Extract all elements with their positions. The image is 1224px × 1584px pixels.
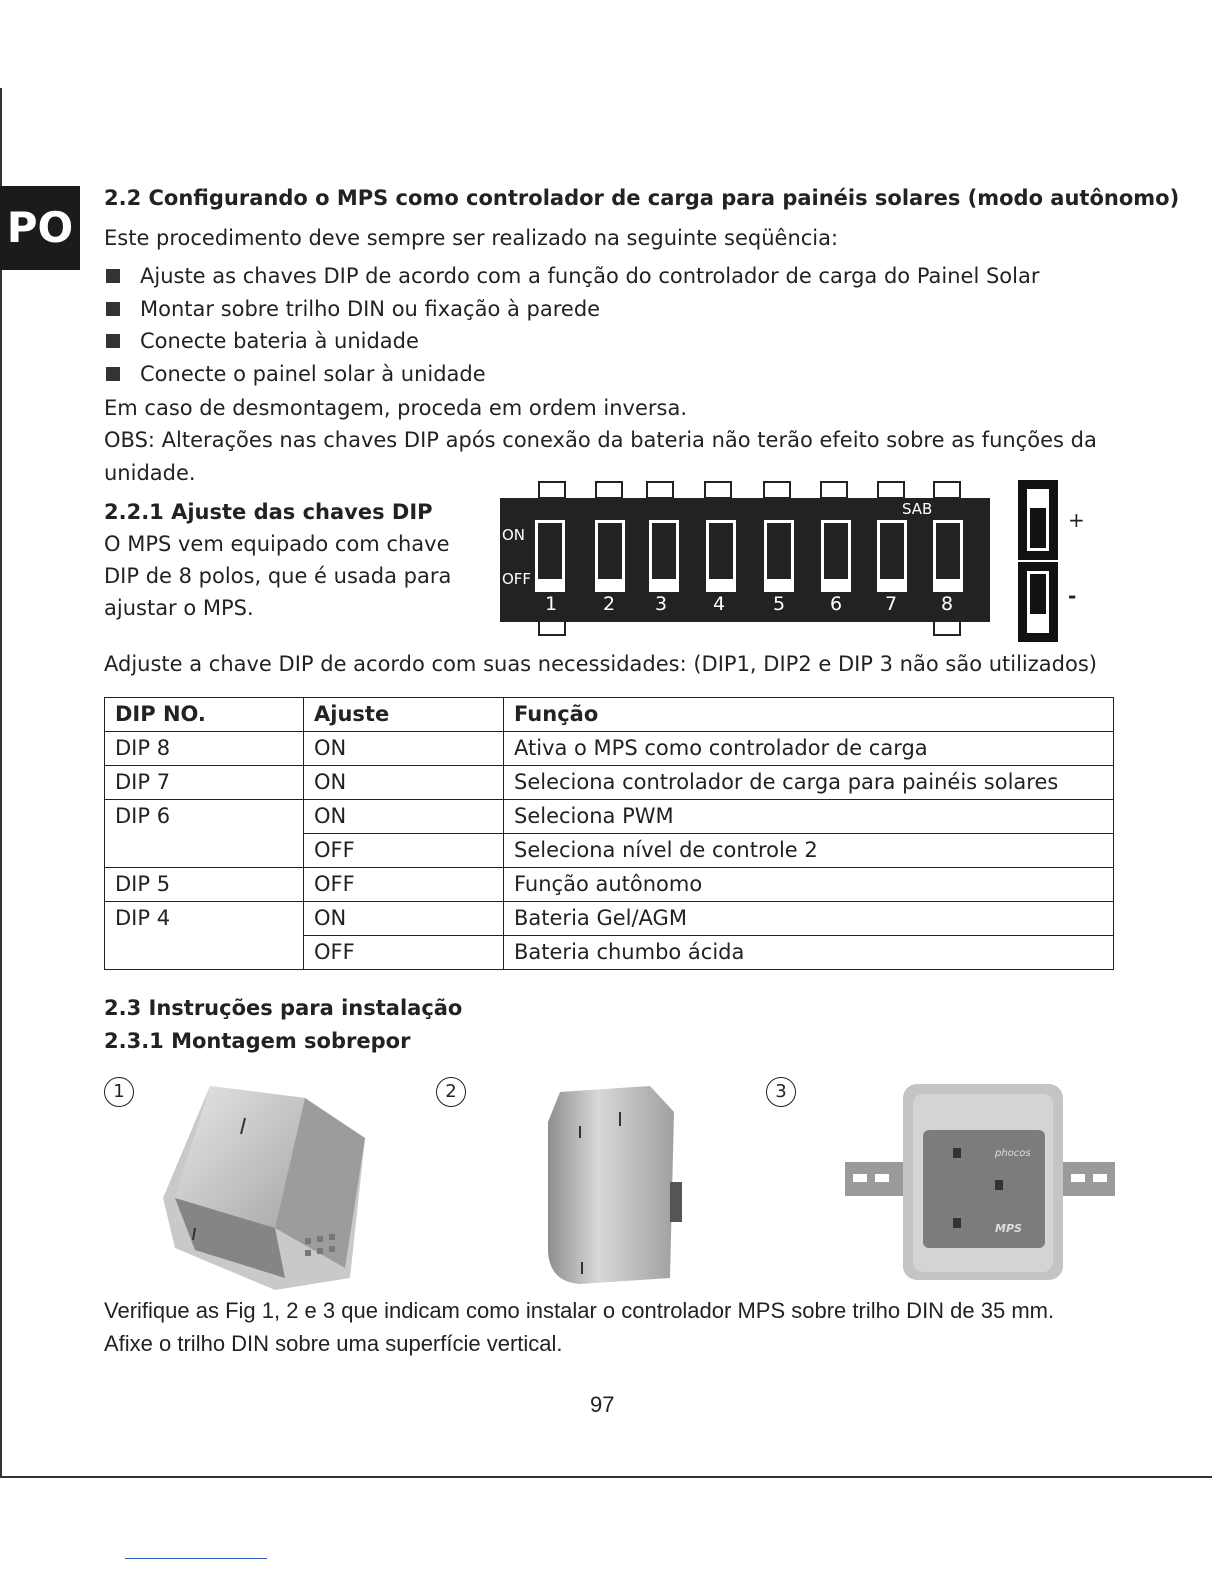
dip-sab-label: SAB [902,500,933,518]
function-cell: Bateria chumbo ácida [504,936,1114,970]
figure-2-photo [540,1082,690,1288]
setting-cell: OFF [304,834,504,868]
dip-number: 8 [940,593,954,615]
figure-3-label: 3 [766,1077,796,1107]
product-label: MPS [995,1222,1022,1235]
dip-switch-3 [649,520,679,592]
dip-description-line-2: DIP de 8 polos, que é usada para [104,564,452,588]
function-cell: Ativa o MPS como controlador de carga [504,732,1114,766]
figure-3-photo [845,1080,1115,1282]
dip-switch-body [500,498,990,622]
dip-number: 3 [654,593,668,615]
list-item: Conecte o painel solar à unidade [104,358,1040,391]
dip-bottom-tab [933,622,961,636]
section-2-2-heading: 2.2 Configurando o MPS como controlador de carga para painéis solares (modo autônomo) [104,186,1180,210]
dip-number: 5 [772,593,786,615]
dip-cell: DIP 5 [105,868,304,902]
dip-switch-6 [821,520,851,592]
section-2-3-heading: 2.3 Instruções para instalação [104,996,463,1020]
setting-cell: ON [304,732,504,766]
list-item: Montar sobre trilho DIN ou fixação à parede [104,293,1040,326]
adjust-instruction: Adjuste a chave DIP de acordo com suas necessidades: (DIP1, DIP2 e DIP 3 não são utilizados) [104,652,1097,676]
dip-top-tab [763,481,791,499]
dip-switch-7 [877,520,907,592]
footer-instruction-1: Verifique as Fig 1, 2 e 3 que indicam como instalar o controlador MPS sobre trilho DIN de 35 mm. [104,1298,1055,1323]
setting-cell: ON [304,902,504,936]
obs-note-line-2: unidade. [104,461,196,485]
dip-cell: DIP 8 [105,732,304,766]
section-2-2-1-heading: 2.2.1 Ajuste das chaves DIP [104,500,433,524]
section-2-3-1-heading: 2.3.1 Montagem sobrepor [104,1029,411,1053]
minus-label: - [1068,584,1077,608]
dip-on-label: ON [502,526,526,544]
section-2-2-intro: Este procedimento deve sempre ser realizado na seguinte seqüência: [104,226,839,250]
steps-list [104,260,1040,390]
table-row [105,766,1114,800]
setting-cell: ON [304,800,504,834]
figure-1-photo [155,1078,380,1292]
dip-top-tab [877,481,905,499]
dip-number: 7 [884,593,898,615]
dip-number: 6 [829,593,843,615]
plus-switch [1018,480,1058,560]
column-header: DIP NO. [105,698,304,732]
reverse-order-note: Em caso de desmontagem, proceda em ordem inversa. [104,396,688,420]
minus-switch [1018,562,1058,642]
dip-switch-8 [933,520,963,592]
list-item: Conecte bateria à unidade [104,325,1040,358]
dip-top-tab [595,481,623,499]
dip-description-line-3: ajustar o MPS. [104,596,254,620]
dip-off-label: OFF [502,570,532,588]
dip-cell: DIP 4 [105,902,304,970]
dip-top-tab [820,481,848,499]
dip-switch-4 [706,520,736,592]
dip-top-tab [646,481,674,499]
dip-switch-5 [764,520,794,592]
obs-note-line-1: OBS: Alterações nas chaves DIP após conexão da bateria não terão efeito sobre as funções da [104,428,1097,452]
dip-bottom-tab [538,622,566,636]
table-row [105,800,1114,834]
page-number: 97 [590,1392,615,1417]
language-tab: PO [0,186,80,270]
page-frame-left [0,88,2,1478]
brand-label: phocos [995,1148,1031,1159]
dip-description-line-1: O MPS vem equipado com chave [104,532,450,556]
plus-label: + [1068,508,1085,532]
table-row [105,868,1114,902]
function-cell: Seleciona PWM [504,800,1114,834]
dip-settings-table [104,697,1114,970]
table-header-row [105,698,1114,732]
dip-number: 4 [712,593,726,615]
dip-top-tab [704,481,732,499]
footer-instruction-2: Afixe o trilho DIN sobre uma superfície vertical. [104,1331,563,1356]
figure-1-label: 1 [104,1077,134,1107]
table-row [105,902,1114,936]
dip-top-tab [933,481,961,499]
figure-2-label: 2 [436,1077,466,1107]
dip-switch-2 [595,520,625,592]
setting-cell: OFF [304,936,504,970]
dip-number: 1 [544,593,558,615]
setting-cell: ON [304,766,504,800]
page-frame-bottom [0,1476,1212,1478]
dip-switch-1 [535,520,565,592]
function-cell: Seleciona nível de controle 2 [504,834,1114,868]
dip-cell: DIP 6 [105,800,304,868]
dip-number: 2 [602,593,616,615]
function-cell: Bateria Gel/AGM [504,902,1114,936]
blue-underline [125,1558,267,1559]
column-header: Ajuste [304,698,504,732]
table-row [105,732,1114,766]
list-item: Ajuste as chaves DIP de acordo com a função do controlador de carga do Painel Solar [104,260,1040,293]
column-header: Função [504,698,1114,732]
dip-cell: DIP 7 [105,766,304,800]
dip-top-tab [538,481,566,499]
function-cell: Seleciona controlador de carga para painéis solares [504,766,1114,800]
setting-cell: OFF [304,868,504,902]
function-cell: Função autônomo [504,868,1114,902]
